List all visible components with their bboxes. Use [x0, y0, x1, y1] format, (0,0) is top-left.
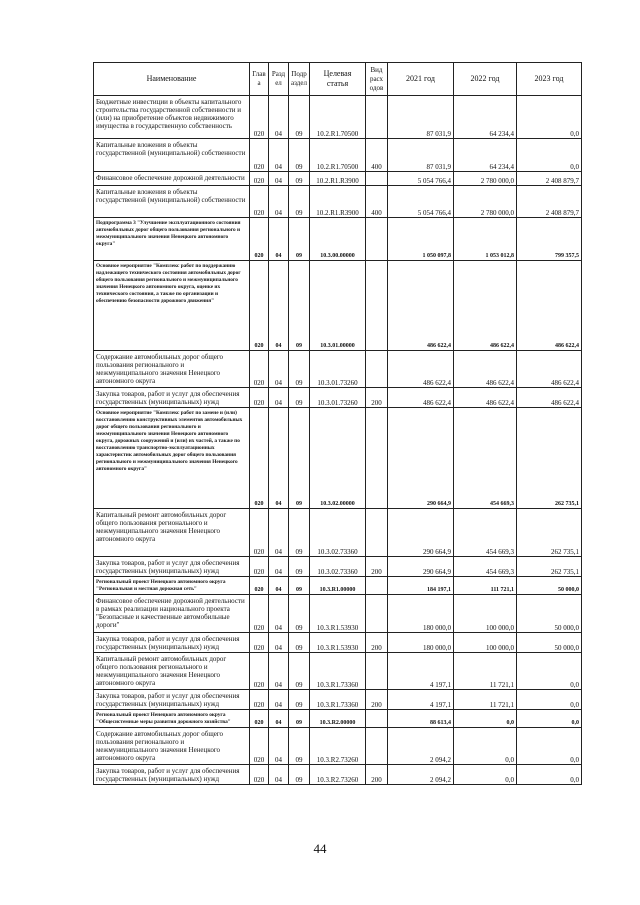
row-name-cell: Финансовое обеспечение дорожной деятельности в рамках реализации национального проекта "Безопасные и качественные автомобильные дороги" — [94, 595, 250, 633]
amount-2021-cell: 486 622,4 — [388, 351, 454, 388]
row-name-cell: Закупка товаров, работ и услуг для обеспечения государственных (муниципальных) нужд — [94, 557, 250, 577]
amount-2022-cell: 100 000,0 — [454, 633, 517, 653]
target-article-cell: 10.3.01.00000 — [310, 261, 366, 351]
expense-type-cell — [366, 728, 388, 765]
target-article-cell: 10.3.02.73360 — [310, 509, 366, 557]
amount-2021-cell: 87 031,9 — [388, 96, 454, 139]
podrazdel-cell: 09 — [289, 690, 310, 710]
expense-type-cell — [366, 261, 388, 351]
amount-2023-cell: 0,0 — [517, 765, 582, 785]
amount-2022-cell: 486 622,4 — [454, 351, 517, 388]
razdel-cell: 04 — [269, 690, 289, 710]
target-article-cell: 10.3.R1.53930 — [310, 633, 366, 653]
col-header-2021: 2021 год — [388, 63, 454, 96]
podrazdel-cell: 09 — [289, 710, 310, 728]
amount-2023-cell: 486 622,4 — [517, 388, 582, 408]
glava-cell: 020 — [250, 633, 269, 653]
amount-2023-cell: 486 622,4 — [517, 351, 582, 388]
podrazdel-cell: 09 — [289, 351, 310, 388]
razdel-cell: 04 — [269, 408, 289, 509]
target-article-cell: 10.3.R2.00000 — [310, 710, 366, 728]
row-name-cell: Капитальный ремонт автомобильных дорог общего пользования регионального и межмуниципального значения Ненецкого автономного округа — [94, 653, 250, 690]
razdel-cell: 04 — [269, 172, 289, 186]
amount-2021-cell: 290 664,9 — [388, 509, 454, 557]
amount-2023-cell: 486 622,4 — [517, 261, 582, 351]
target-article-cell: 10.3.R1.53930 — [310, 595, 366, 633]
podrazdel-cell: 09 — [289, 633, 310, 653]
glava-cell: 020 — [250, 509, 269, 557]
table-row — [94, 408, 582, 509]
glava-cell: 020 — [250, 139, 269, 172]
razdel-cell: 04 — [269, 653, 289, 690]
budget-table — [93, 62, 582, 785]
table-row — [94, 351, 582, 388]
table-row — [94, 261, 582, 351]
glava-cell: 020 — [250, 728, 269, 765]
amount-2021-cell: 5 054 766,4 — [388, 186, 454, 218]
table-row — [94, 139, 582, 172]
table-row — [94, 690, 582, 710]
row-name-cell: Капитальный ремонт автомобильных дорог общего пользования регионального и межмуниципального значения Ненецкого автономного округа — [94, 509, 250, 557]
expense-type-cell — [366, 595, 388, 633]
col-header-glava: Глав а — [250, 63, 269, 96]
amount-2023-cell: 0,0 — [517, 653, 582, 690]
target-article-cell: 10.3.00.00000 — [310, 218, 366, 261]
podrazdel-cell: 09 — [289, 261, 310, 351]
podrazdel-cell: 09 — [289, 577, 310, 595]
podrazdel-cell: 09 — [289, 388, 310, 408]
amount-2021-cell: 1 050 097,8 — [388, 218, 454, 261]
amount-2021-cell: 486 622,4 — [388, 388, 454, 408]
target-article-cell: 10.3.01.73260 — [310, 351, 366, 388]
row-name-cell: Закупка товаров, работ и услуг для обеспечения государственных (муниципальных) нужд — [94, 765, 250, 785]
amount-2022-cell: 454 669,3 — [454, 408, 517, 509]
amount-2021-cell: 180 000,0 — [388, 633, 454, 653]
razdel-cell: 04 — [269, 557, 289, 577]
row-name-cell: Региональный проект Ненецкого автономного округа "Региональная и местная дорожная сеть" — [94, 577, 250, 595]
expense-type-cell: 200 — [366, 690, 388, 710]
amount-2022-cell: 2 780 000,0 — [454, 186, 517, 218]
amount-2021-cell: 88 613,4 — [388, 710, 454, 728]
amount-2022-cell: 486 622,4 — [454, 261, 517, 351]
glava-cell: 020 — [250, 408, 269, 509]
glava-cell: 020 — [250, 186, 269, 218]
razdel-cell: 04 — [269, 765, 289, 785]
expense-type-cell: 200 — [366, 765, 388, 785]
razdel-cell: 04 — [269, 595, 289, 633]
row-name-cell: Закупка товаров, работ и услуг для обеспечения государственных (муниципальных) нужд — [94, 633, 250, 653]
col-header-name: Наименование — [94, 63, 250, 96]
expense-type-cell: 200 — [366, 633, 388, 653]
amount-2022-cell: 64 234,4 — [454, 139, 517, 172]
row-name-cell: Бюджетные инвестиции в объекты капитального строительства государственной собственности и (или) на приобретение объектов недвижимого имущества в государственную собственность — [94, 96, 250, 139]
glava-cell: 020 — [250, 218, 269, 261]
podrazdel-cell: 09 — [289, 96, 310, 139]
podrazdel-cell: 09 — [289, 728, 310, 765]
razdel-cell: 04 — [269, 710, 289, 728]
row-name-cell: Капитальные вложения в объекты государственной (муниципальной) собственности — [94, 139, 250, 172]
table-row — [94, 595, 582, 633]
glava-cell: 020 — [250, 388, 269, 408]
amount-2023-cell: 0,0 — [517, 139, 582, 172]
amount-2021-cell: 184 197,1 — [388, 577, 454, 595]
target-article-cell: 10.3.R1.00000 — [310, 577, 366, 595]
podrazdel-cell: 09 — [289, 218, 310, 261]
target-article-cell: 10.3.R1.73360 — [310, 653, 366, 690]
razdel-cell: 04 — [269, 509, 289, 557]
table-row — [94, 728, 582, 765]
expense-type-cell — [366, 408, 388, 509]
target-article-cell: 10.3.02.00000 — [310, 408, 366, 509]
table-row — [94, 633, 582, 653]
podrazdel-cell: 09 — [289, 139, 310, 172]
expense-type-cell — [366, 710, 388, 728]
glava-cell: 020 — [250, 261, 269, 351]
table-row — [94, 388, 582, 408]
podrazdel-cell: 09 — [289, 186, 310, 218]
glava-cell: 020 — [250, 96, 269, 139]
razdel-cell: 04 — [269, 351, 289, 388]
amount-2023-cell: 0,0 — [517, 690, 582, 710]
col-header-podrazdel: Подр аздел — [289, 63, 310, 96]
razdel-cell: 04 — [269, 96, 289, 139]
podrazdel-cell: 09 — [289, 172, 310, 186]
amount-2021-cell: 180 000,0 — [388, 595, 454, 633]
amount-2021-cell: 87 031,9 — [388, 139, 454, 172]
amount-2022-cell: 0,0 — [454, 728, 517, 765]
glava-cell: 020 — [250, 710, 269, 728]
amount-2022-cell: 11 721,1 — [454, 653, 517, 690]
table-row — [94, 765, 582, 785]
row-name-cell: Региональный проект Ненецкого автономного округа "Общесистемные меры развития дорожного хозяйства" — [94, 710, 250, 728]
amount-2022-cell: 111 721,1 — [454, 577, 517, 595]
amount-2022-cell: 64 234,4 — [454, 96, 517, 139]
amount-2023-cell: 0,0 — [517, 710, 582, 728]
row-name-cell: Финансовое обеспечение дорожной деятельности — [94, 172, 250, 186]
amount-2022-cell: 1 053 012,8 — [454, 218, 517, 261]
amount-2021-cell: 2 094,2 — [388, 728, 454, 765]
table-row — [94, 653, 582, 690]
target-article-cell: 10.2.R1.R3900 — [310, 186, 366, 218]
razdel-cell: 04 — [269, 218, 289, 261]
amount-2023-cell: 0,0 — [517, 728, 582, 765]
amount-2022-cell: 454 669,3 — [454, 557, 517, 577]
expense-type-cell: 400 — [366, 139, 388, 172]
amount-2022-cell: 11 721,1 — [454, 690, 517, 710]
amount-2022-cell: 2 780 000,0 — [454, 172, 517, 186]
podrazdel-cell: 09 — [289, 765, 310, 785]
row-name-cell: Капитальные вложения в объекты государственной (муниципальной) собственности — [94, 186, 250, 218]
amount-2023-cell: 50 000,0 — [517, 633, 582, 653]
row-name-cell: Содержание автомобильных дорог общего пользования регионального и межмуниципального значения Ненецкого автономного округа — [94, 728, 250, 765]
table-row — [94, 172, 582, 186]
amount-2021-cell: 290 664,9 — [388, 408, 454, 509]
amount-2023-cell: 2 408 879,7 — [517, 186, 582, 218]
row-name-cell: Закупка товаров, работ и услуг для обеспечения государственных (муниципальных) нужд — [94, 388, 250, 408]
amount-2022-cell: 0,0 — [454, 765, 517, 785]
expense-type-cell: 200 — [366, 557, 388, 577]
row-name-cell: Основное мероприятие "Комплекс работ по замене и (или) восстановлению конструктивных элементов автомобильных дорог общего пользования регионального и межмуниципального значения Ненецкого автономного округа, дорожных сооружений и (или) их частей, а также по восстановлению транспортно-эксплуатационных характеристик автомобильных дорог общего пользования регионального и межмуниципального значения Ненецкого автономного округа" — [94, 408, 250, 509]
glava-cell: 020 — [250, 557, 269, 577]
row-name-cell: Основное мероприятие "Комплекс работ по поддержанию надлежащего технического состояния автомобильных дорог общего пользования регионального и межмуниципального значения Ненецкого автономного округа, оценке их технического состояния, а также по организации и обеспечению безопасности дорожного движения" — [94, 261, 250, 351]
target-article-cell: 10.3.R2.73260 — [310, 765, 366, 785]
amount-2022-cell: 100 000,0 — [454, 595, 517, 633]
amount-2023-cell: 799 357,5 — [517, 218, 582, 261]
expense-type-cell — [366, 172, 388, 186]
expense-type-cell — [366, 218, 388, 261]
expense-type-cell — [366, 577, 388, 595]
podrazdel-cell: 09 — [289, 653, 310, 690]
podrazdel-cell: 09 — [289, 557, 310, 577]
table-row — [94, 96, 582, 139]
amount-2021-cell: 290 664,9 — [388, 557, 454, 577]
razdel-cell: 04 — [269, 139, 289, 172]
header-row — [94, 63, 582, 96]
amount-2023-cell: 50 000,0 — [517, 595, 582, 633]
amount-2021-cell: 4 197,1 — [388, 653, 454, 690]
target-article-cell: 10.2.R1.70500 — [310, 139, 366, 172]
podrazdel-cell: 09 — [289, 408, 310, 509]
target-article-cell: 10.2.R1.70500 — [310, 96, 366, 139]
row-name-cell: Содержание автомобильных дорог общего пользования регионального и межмуниципального значения Ненецкого автономного округа — [94, 351, 250, 388]
amount-2022-cell: 454 669,3 — [454, 509, 517, 557]
amount-2023-cell: 0,0 — [517, 96, 582, 139]
expense-type-cell — [366, 509, 388, 557]
amount-2021-cell: 486 622,4 — [388, 261, 454, 351]
amount-2023-cell: 262 735,1 — [517, 408, 582, 509]
amount-2021-cell: 5 054 766,4 — [388, 172, 454, 186]
target-article-cell: 10.3.R2.73260 — [310, 728, 366, 765]
razdel-cell: 04 — [269, 388, 289, 408]
expense-type-cell — [366, 96, 388, 139]
glava-cell: 020 — [250, 595, 269, 633]
target-article-cell: 10.3.02.73360 — [310, 557, 366, 577]
target-article-cell: 10.2.R1.R3900 — [310, 172, 366, 186]
col-header-2023: 2023 год — [517, 63, 582, 96]
expense-type-cell — [366, 653, 388, 690]
table-row — [94, 186, 582, 218]
glava-cell: 020 — [250, 351, 269, 388]
table-row — [94, 557, 582, 577]
amount-2021-cell: 2 094,2 — [388, 765, 454, 785]
glava-cell: 020 — [250, 653, 269, 690]
expense-type-cell — [366, 351, 388, 388]
amount-2022-cell: 0,0 — [454, 710, 517, 728]
row-name-cell: Закупка товаров, работ и услуг для обеспечения государственных (муниципальных) нужд — [94, 690, 250, 710]
razdel-cell: 04 — [269, 261, 289, 351]
table-row — [94, 509, 582, 557]
amount-2023-cell: 50 000,0 — [517, 577, 582, 595]
target-article-cell: 10.3.R1.73360 — [310, 690, 366, 710]
glava-cell: 020 — [250, 172, 269, 186]
table-row — [94, 577, 582, 595]
glava-cell: 020 — [250, 765, 269, 785]
glava-cell: 020 — [250, 577, 269, 595]
expense-type-cell: 200 — [366, 388, 388, 408]
col-header-expense-type: Вид расх одов — [366, 63, 388, 96]
amount-2021-cell: 4 197,1 — [388, 690, 454, 710]
page-number: 44 — [313, 841, 327, 856]
col-header-target-article: Целевая статья — [310, 63, 366, 96]
target-article-cell: 10.3.01.73260 — [310, 388, 366, 408]
podrazdel-cell: 09 — [289, 595, 310, 633]
row-name-cell: Подпрограмма 3 "Улучшение эксплуатационного состояния автомобильных дорог общего пользования регионального и межмуниципального значения Ненецкого автономного округа" — [94, 218, 250, 261]
col-header-razdel: Разд ел — [269, 63, 289, 96]
amount-2023-cell: 2 408 879,7 — [517, 172, 582, 186]
razdel-cell: 04 — [269, 577, 289, 595]
col-header-2022: 2022 год — [454, 63, 517, 96]
expense-type-cell: 400 — [366, 186, 388, 218]
amount-2023-cell: 262 735,1 — [517, 557, 582, 577]
amount-2023-cell: 262 735,1 — [517, 509, 582, 557]
podrazdel-cell: 09 — [289, 509, 310, 557]
razdel-cell: 04 — [269, 728, 289, 765]
table-row — [94, 218, 582, 261]
razdel-cell: 04 — [269, 186, 289, 218]
razdel-cell: 04 — [269, 633, 289, 653]
glava-cell: 020 — [250, 690, 269, 710]
amount-2022-cell: 486 622,4 — [454, 388, 517, 408]
table-row — [94, 710, 582, 728]
